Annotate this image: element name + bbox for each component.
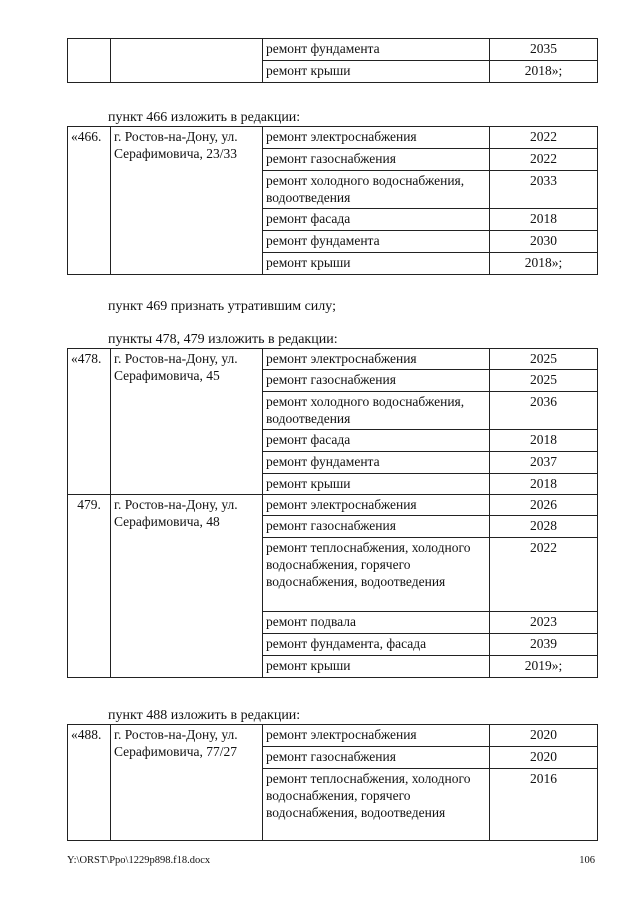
- work-cell: ремонт газоснабжения: [263, 149, 490, 171]
- year-cell: 2033: [490, 171, 598, 209]
- year-cell: 2022: [490, 127, 598, 149]
- num-cell: [68, 39, 111, 83]
- year-cell: 2020: [490, 725, 598, 747]
- table-item-488: [67, 724, 598, 841]
- amendment-paragraph: пункт 469 признать утратившим силу;: [108, 299, 336, 314]
- year-cell: 2018: [490, 209, 598, 231]
- address-cell: г. Ростов-на-Дону, ул. Серафимовича, 45: [111, 349, 263, 495]
- table-item-466: [67, 126, 598, 275]
- work-cell: ремонт крыши: [263, 253, 490, 275]
- address-cell: [111, 39, 263, 83]
- work-cell: ремонт подвала: [263, 612, 490, 634]
- work-cell: ремонт теплоснабжения, холодного водоснабжения, горячего водоснабжения, водоотведения: [263, 538, 490, 612]
- work-cell: ремонт фундамента: [263, 231, 490, 253]
- num-cell: «466.: [68, 127, 111, 275]
- work-cell: ремонт фундамента: [263, 452, 490, 474]
- year-cell: 2028: [490, 516, 598, 538]
- work-cell: ремонт фундамента: [263, 39, 490, 61]
- year-cell: 2019»;: [490, 656, 598, 678]
- year-cell: 2025: [490, 370, 598, 392]
- footer-file-path: Y:\ORST\Ppo\1229p898.f18.docx: [67, 855, 211, 866]
- year-cell: 2036: [490, 392, 598, 430]
- year-cell: 2022: [490, 149, 598, 171]
- year-cell: 2035: [490, 39, 598, 61]
- work-cell: ремонт электроснабжения: [263, 495, 490, 516]
- address-cell: г. Ростов-на-Дону, ул. Серафимовича, 23/33: [111, 127, 263, 275]
- work-cell: ремонт газоснабжения: [263, 516, 490, 538]
- work-cell: ремонт теплоснабжения, холодного водоснабжения, горячего водоснабжения, водоотведения: [263, 769, 490, 841]
- work-cell: ремонт фасада: [263, 430, 490, 452]
- table-items-478-479: [67, 348, 598, 678]
- year-cell: 2018: [490, 474, 598, 495]
- amendment-paragraph: пункты 478, 479 изложить в редакции:: [108, 332, 338, 347]
- num-cell: «488.: [68, 725, 111, 841]
- amendment-paragraph: пункт 488 изложить в редакции:: [108, 708, 301, 723]
- num-cell: «478.: [68, 349, 111, 495]
- num-cell: 479.: [68, 495, 111, 678]
- page-number: 106: [579, 855, 595, 866]
- year-cell: 2018»;: [490, 61, 598, 83]
- address-cell: г. Ростов-на-Дону, ул. Серафимовича, 77/27: [111, 725, 263, 841]
- work-cell: ремонт электроснабжения: [263, 725, 490, 747]
- year-cell: 2026: [490, 495, 598, 516]
- address-cell: г. Ростов-на-Дону, ул. Серафимовича, 48: [111, 495, 263, 678]
- year-cell: 2037: [490, 452, 598, 474]
- year-cell: 2039: [490, 634, 598, 656]
- work-cell: ремонт электроснабжения: [263, 127, 490, 149]
- year-cell: 2023: [490, 612, 598, 634]
- year-cell: 2016: [490, 769, 598, 841]
- amendment-paragraph: пункт 466 изложить в редакции:: [108, 110, 301, 125]
- year-cell: 2030: [490, 231, 598, 253]
- work-cell: ремонт фундамента, фасада: [263, 634, 490, 656]
- year-cell: 2022: [490, 538, 598, 612]
- year-cell: 2020: [490, 747, 598, 769]
- work-cell: ремонт фасада: [263, 209, 490, 231]
- work-cell: ремонт газоснабжения: [263, 747, 490, 769]
- work-cell: ремонт холодного водоснабжения, водоотведения: [263, 171, 490, 209]
- work-cell: ремонт электроснабжения: [263, 349, 490, 370]
- year-cell: 2025: [490, 349, 598, 370]
- work-cell: ремонт крыши: [263, 656, 490, 678]
- year-cell: 2018»;: [490, 253, 598, 275]
- work-cell: ремонт газоснабжения: [263, 370, 490, 392]
- work-cell: ремонт крыши: [263, 61, 490, 83]
- year-cell: 2018: [490, 430, 598, 452]
- work-cell: ремонт крыши: [263, 474, 490, 495]
- work-cell: ремонт холодного водоснабжения, водоотведения: [263, 392, 490, 430]
- table-continuation: [67, 38, 598, 83]
